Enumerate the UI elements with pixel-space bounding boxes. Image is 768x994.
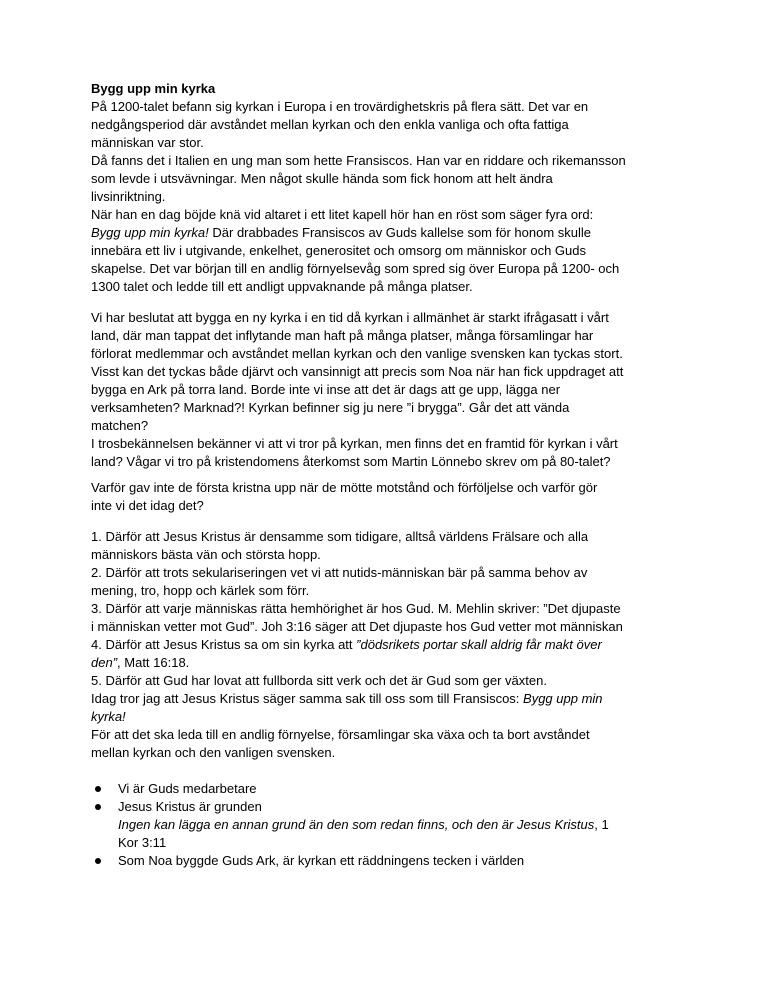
text-line: matchen? xyxy=(91,418,149,433)
text-line: verksamheten? Marknad?! Kyrkan befinner sig ju nere ”i brygga”. Går det att vända xyxy=(91,400,570,415)
italic-quote: Ingen kan lägga en annan grund än den som redan finns, och den är Jesus Kristus xyxy=(118,817,595,832)
text-line: livsinriktning. xyxy=(91,189,166,204)
paragraph-intro xyxy=(91,98,683,296)
text-fragment: , 1 xyxy=(594,817,609,832)
italic-quote: den” xyxy=(91,655,118,670)
text-line xyxy=(91,690,683,708)
text-line: Jesus Kristus är grunden xyxy=(118,799,262,814)
list-item xyxy=(91,852,683,870)
text-fragment: Idag tror jag att Jesus Kristus säger samma sak till oss som till Fransiscos: xyxy=(91,691,524,706)
text-line: Visst kan det tyckas både djärvt och vansinnigt att precis som Noa när han fick uppdraget att xyxy=(91,364,624,379)
text-line: människors bästa vän och största hopp. xyxy=(91,547,321,562)
text-line: Vi är Guds medarbetare xyxy=(118,781,257,796)
numbered-reasons xyxy=(91,528,683,762)
text-line: i människan vetter mot Gud”. Joh 3:16 säger att Det djupaste hos Gud vetter mot människan xyxy=(91,619,623,634)
text-line: människan var stor. xyxy=(91,135,204,150)
text-fragment: Där drabbades Fransiscos av Guds kallelse som för honom skulle xyxy=(208,225,592,240)
bullet-icon xyxy=(95,804,101,810)
text-line: land, där man tappat det inflytande man haft på många platser, många församlingar har xyxy=(91,328,594,343)
italic-quote: kyrka! xyxy=(91,709,126,724)
text-line: Som Noa byggde Guds Ark, är kyrkan ett räddningens tecken i världen xyxy=(118,853,525,868)
text-line: förlorat medlemmar och avståndet mellan kyrkan och den vanlige svensken kan tyckas stort. xyxy=(91,346,623,361)
text-line xyxy=(91,708,683,726)
text-line: 1. Därför att Jesus Kristus är densamme som tidigare, alltså världens Frälsare och alla xyxy=(91,529,589,544)
text-fragment: 4. Därför att Jesus Kristus sa om sin kyrka att xyxy=(91,637,357,652)
document-page xyxy=(91,80,683,870)
text-line: som levde i utsvävningar. Men något skulle hända som fick honom att helt ändra xyxy=(91,171,553,186)
text-line: skapelse. Det var början till en andlig förnyelsevåg som spred sig över Europa på 1200- och xyxy=(91,261,620,276)
text-line xyxy=(91,636,683,654)
italic-quote: Bygg upp min xyxy=(523,691,603,706)
paragraph-decision xyxy=(91,309,683,471)
text-line: När han en dag böjde knä vid altaret i ett litet kapell hör han en röst som säger fyra ord: xyxy=(91,207,594,222)
text-line: I trosbekännelsen bekänner vi att vi tror på kyrkan, men finns det en framtid för kyrkan i vårt xyxy=(91,436,618,451)
text-line: 1300 talet och ledde till ett andligt uppvaknande på många platser. xyxy=(91,279,473,294)
text-line: För att det ska leda till en andlig förnyelse, församlingar ska växa och ta bort avståndet xyxy=(91,727,590,742)
italic-quote: Bygg upp min kyrka! xyxy=(91,225,209,240)
text-line: bygga en Ark på torra land. Borde inte vi inse att det är dags att ge upp, lägga ner xyxy=(91,382,561,397)
text-line: mening, tro, hopp och kärlek som förr. xyxy=(91,583,310,598)
text-line xyxy=(91,224,683,242)
list-item xyxy=(91,780,683,798)
bullet-icon xyxy=(95,858,101,864)
text-line: Kor 3:11 xyxy=(118,835,167,850)
bullet-list xyxy=(91,780,683,870)
text-line: Då fanns det i Italien en ung man som hette Fransiscos. Han var en riddare och rikemansson xyxy=(91,153,626,168)
text-line: 5. Därför att Gud har lovat att fullborda sitt verk och det är Gud som ger växten. xyxy=(91,673,547,688)
text-line: Varför gav inte de första kristna upp när de mötte motstånd och förföljelse och varför gör xyxy=(91,480,598,495)
paragraph-question xyxy=(91,479,683,515)
list-item xyxy=(91,798,683,852)
text-line xyxy=(118,816,683,834)
text-line: inte vi det idag det? xyxy=(91,498,204,513)
bullet-icon xyxy=(95,786,101,792)
text-line: På 1200-talet befann sig kyrkan i Europa i en trovärdighetskris på flera sätt. Det var en xyxy=(91,99,589,114)
text-line: mellan kyrkan och den vanligen svensken. xyxy=(91,745,336,760)
text-line: land? Vågar vi tro på kristendomens återkomst som Martin Lönnebo skrev om på 80-talet? xyxy=(91,454,611,469)
text-line: 2. Därför att trots sekulariseringen vet vi att nutids-människan bär på samma behov av xyxy=(91,565,588,580)
text-line xyxy=(91,654,683,672)
text-line: Vi har beslutat att bygga en ny kyrka i en tid då kyrkan i allmänhet är starkt ifrågasatt i vårt xyxy=(91,310,609,325)
document-title: Bygg upp min kyrka xyxy=(91,81,216,96)
text-fragment: , Matt 16:18. xyxy=(117,655,190,670)
italic-quote: ”dödsrikets portar skall aldrig får makt över xyxy=(356,637,602,652)
text-line: nedgångsperiod där avståndet mellan kyrkan och den enkla vanliga och ofta fattiga xyxy=(91,117,569,132)
text-line: innebära ett liv i utgivande, enkelhet, generositet och omsorg om människor och Guds xyxy=(91,243,586,258)
text-line: 3. Därför att varje människas rätta hemhörighet är hos Gud. M. Mehlin skriver: ”Det djupaste xyxy=(91,601,621,616)
